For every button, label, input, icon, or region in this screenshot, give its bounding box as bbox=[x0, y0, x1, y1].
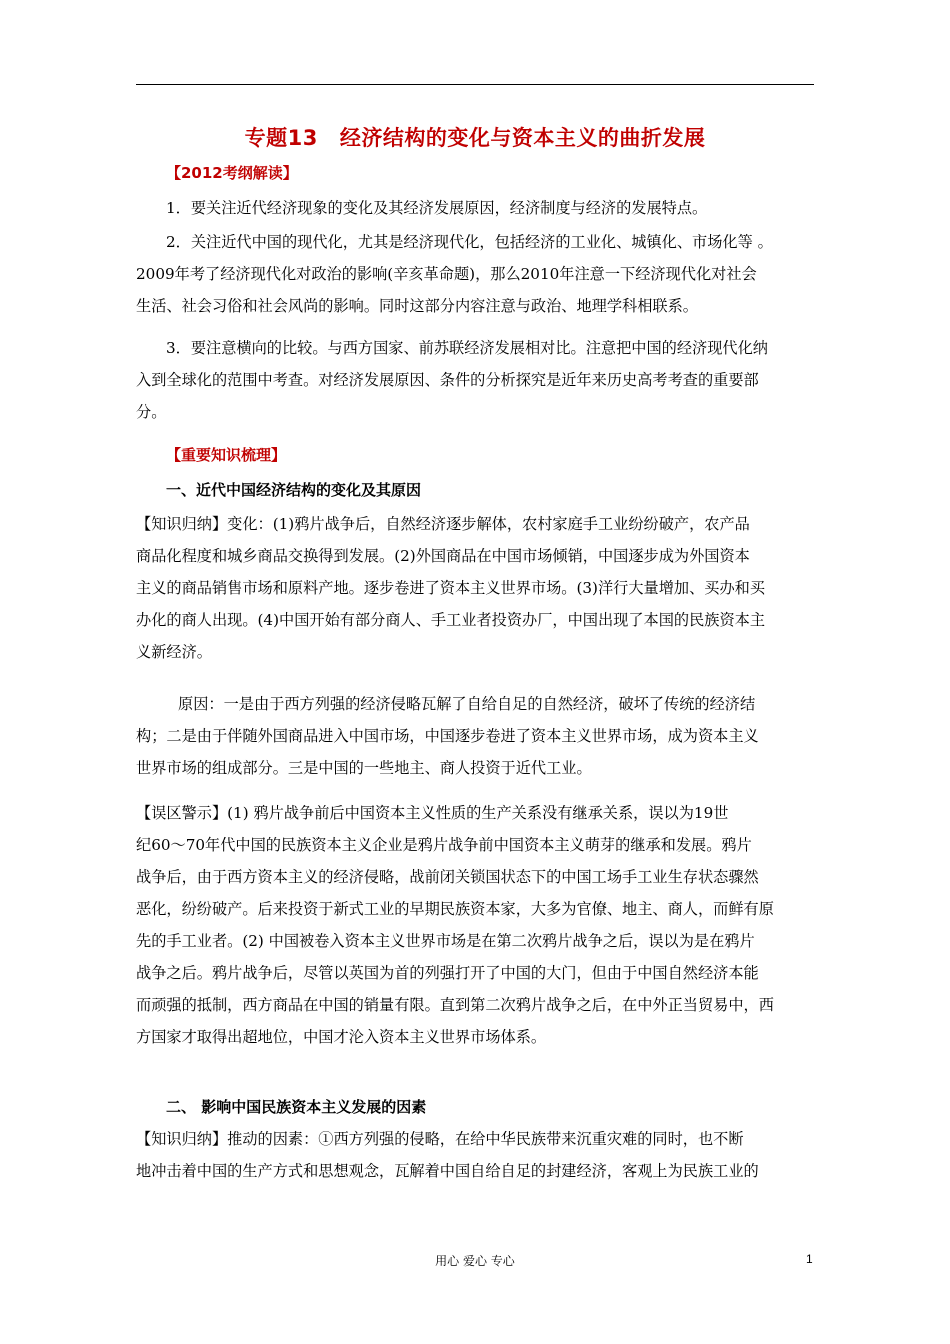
text-line: 办化的商人出现。(4)中国开始有部分商人、手工业者投资办厂，中国出现了本国的民族资本主 bbox=[136, 611, 766, 629]
kaogang-p1 bbox=[166, 192, 816, 224]
yuanyin-paragraph bbox=[136, 688, 816, 784]
zhishi-heading: 【重要知识梳理】 bbox=[166, 446, 287, 464]
text-line: 战争之后。鸦片战争后，尽管以英国为首的列强打开了中国的大门，但由于中国自然经济本能 bbox=[136, 964, 759, 982]
footer-motto: 用心 爱心 专心 bbox=[435, 1254, 515, 1268]
text-line: 先的手工业者。(2) 中国被卷入资本主义世界市场是在第二次鸦片战争之后，误以为是在鸦片 bbox=[136, 932, 755, 950]
text-line: 地冲击着中国的生产方式和思想观念，瓦解着中国自给自足的封建经济，客观上为民族工业的 bbox=[136, 1162, 759, 1180]
wuqu-paragraph bbox=[136, 797, 816, 1053]
text-line: 主义的商品销售市场和原料产地。逐步卷进了资本主义世界市场。(3)洋行大量增加、买办和买 bbox=[136, 579, 766, 597]
guina-paragraph-2 bbox=[136, 1123, 816, 1187]
text-line: 入到全球化的范围中考查。对经济发展原因、条件的分析探究是近年来历史高考考查的重要部 bbox=[136, 371, 759, 389]
text-line: 恶化，纷纷破产。后来投资于新式工业的早期民族资本家，大多为官僚、地主、商人，而鲜有原 bbox=[136, 900, 774, 918]
text-line: 1．要关注近代经济现象的变化及其经济发展原因，经济制度与经济的发展特点。 bbox=[166, 199, 708, 217]
kaogang-p2 bbox=[136, 226, 816, 322]
text-line: 2009年考了经济现代化对政治的影响(辛亥革命题)，那么2010年注意一下经济现代化对社会 bbox=[136, 265, 757, 283]
text-line: 义新经济。 bbox=[136, 643, 212, 661]
text-line: 【知识归纳】推动的因素：①西方列强的侵略，在给中华民族带来沉重灾难的同时，也不断 bbox=[136, 1130, 744, 1148]
text-line: 2．关注近代中国的现代化，尤其是经济现代化，包括经济的工业化、城镇化、市场化等 。 bbox=[166, 233, 773, 251]
text-line: 3．要注意横向的比较。与西方国家、前苏联经济发展相对比。注意把中国的经济现代化纳 bbox=[166, 339, 768, 357]
title-main: 经济结构的变化与资本主义的曲折发展 bbox=[339, 126, 706, 150]
header-rule bbox=[136, 84, 814, 85]
text-line: 世界市场的组成部分。三是中国的一些地主、商人投资于近代工业。 bbox=[136, 759, 592, 777]
text-line: 战争后，由于西方资本主义的经济侵略，战前闭关锁国状态下的中国工场手工业生存状态骤然 bbox=[136, 868, 759, 886]
kaogang-p3 bbox=[136, 332, 816, 428]
text-line: 方国家才取得出超地位，中国才沦入资本主义世界市场体系。 bbox=[136, 1028, 547, 1046]
text-line: 原因：一是由于西方列强的经济侵略瓦解了自给自足的自然经济，破坏了传统的经济结 bbox=[178, 695, 756, 713]
title-prefix: 专题13 bbox=[244, 126, 318, 150]
page-number: 1 bbox=[806, 1252, 813, 1266]
text-line: 分。 bbox=[136, 403, 167, 421]
text-line: 生活、社会习俗和社会风尚的影响。同时这部分内容注意与政治、地理学科相联系。 bbox=[136, 297, 698, 315]
kaogang-heading: 【2012考纲解读】 bbox=[166, 164, 298, 182]
section-heading-2: 二、 影响中国民族资本主义发展的因素 bbox=[166, 1098, 427, 1116]
section-heading-1: 一、近代中国经济结构的变化及其原因 bbox=[166, 481, 422, 499]
text-line: 纪60～70年代中国的民族资本主义企业是鸦片战争前中国资本主义萌芽的继承和发展。鸦片 bbox=[136, 836, 752, 854]
text-line: 构；二是由于伴随外国商品进入中国市场，中国逐步卷进了资本主义世界市场，成为资本主义 bbox=[136, 727, 759, 745]
guina-paragraph-1 bbox=[136, 508, 816, 668]
page-title bbox=[0, 122, 950, 152]
text-line: 商品化程度和城乡商品交换得到发展。(2)外国商品在中国市场倾销，中国逐步成为外国资本 bbox=[136, 547, 750, 565]
text-line: 而顽强的抵制，西方商品在中国的销量有限。直到第二次鸦片战争之后，在中外正当贸易中，西 bbox=[136, 996, 774, 1014]
text-line: 【知识归纳】变化：(1)鸦片战争后，自然经济逐步解体，农村家庭手工业纷纷破产，农产品 bbox=[136, 515, 750, 533]
text-line: 【误区警示】(1) 鸦片战争前后中国资本主义性质的生产关系没有继承关系，误以为19世 bbox=[136, 804, 729, 822]
